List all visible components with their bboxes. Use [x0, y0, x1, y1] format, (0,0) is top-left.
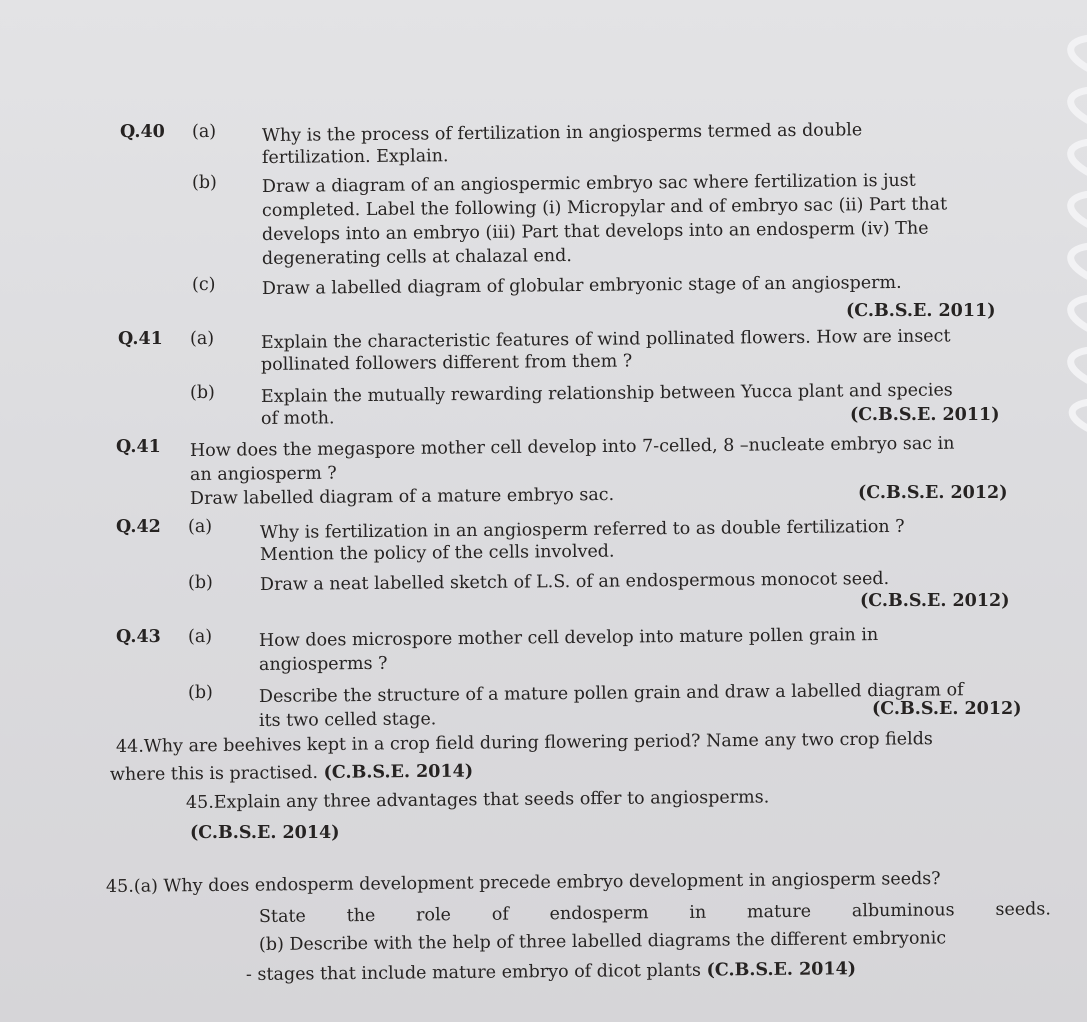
- q41a-b-label: (b): [190, 383, 215, 403]
- q43-source: (C.B.S.E. 2012): [872, 699, 1022, 719]
- q42-a-line1: Why is fertilization in an angiosperm referred to as double fertilization ?: [259, 516, 905, 543]
- q40-b-line4: degenerating cells at chalazal end.: [261, 246, 572, 269]
- q41b-source: (C.B.S.E. 2012): [858, 483, 1008, 503]
- q43-a-label: (a): [188, 627, 213, 647]
- q45-line1: 45.Explain any three advantages that seeds offer to angiosperms.: [185, 787, 770, 813]
- q40-c-label: (c): [192, 275, 216, 295]
- q40-b-line2: completed. Label the following (i) Micropylar and of embryo sac (ii) Part that: [261, 194, 948, 221]
- q44-line2: [110, 761, 473, 786]
- q45b-word: albuminous: [851, 900, 955, 922]
- q41b-number: Q.41: [116, 437, 161, 457]
- q45b-word: of: [491, 904, 509, 925]
- q45b-bullet: -: [245, 964, 253, 985]
- q43-b-line1: Describe the structure of a mature pollen grain and draw a labelled diagram of: [258, 680, 964, 707]
- q42-b-label: (b): [188, 573, 213, 593]
- q42-a-label: (a): [188, 517, 213, 537]
- q40-a-line2: fertilization. Explain.: [261, 146, 449, 168]
- q45b-word: role: [416, 905, 452, 926]
- q44-text: where this is practised.: [109, 763, 319, 785]
- q45b-word: endosperm: [549, 903, 649, 925]
- q42-number: Q.42: [116, 517, 161, 537]
- q40-b-line3: develops into an embryo (iii) Part that develops into an endosperm (iv) The: [261, 218, 929, 245]
- q40-c-line1: Draw a labelled diagram of globular embryonic stage of an angiosperm.: [261, 272, 902, 299]
- q45b-line4: [246, 958, 856, 986]
- q45b-line1: 45.(a) Why does endosperm development precede embryo development in angiosperm seeds?: [105, 868, 941, 897]
- q40-b-label: (b): [192, 173, 217, 193]
- q43-b-label: (b): [188, 683, 213, 703]
- spiral-binding-icon: [1047, 18, 1087, 438]
- q40-a-line1: Why is the process of fertilization in angiosperms termed as double: [261, 120, 863, 146]
- q44-line1: 44.Why are beehives kept in a crop field during flowering period? Name any two crop fields: [115, 729, 933, 757]
- q45-source: (C.B.S.E. 2014): [190, 823, 340, 843]
- q43-b-line2: its two celled stage.: [258, 709, 437, 731]
- q41a-a-line1: Explain the characteristic features of wind pollinated flowers. How are insect: [260, 326, 951, 353]
- q41a-b-line1: Explain the mutually rewarding relationship between Yucca plant and species: [260, 380, 953, 407]
- q40-source: (C.B.S.E. 2011): [846, 301, 996, 321]
- q45b-word: State: [258, 906, 306, 927]
- q45b-line2: [259, 898, 1051, 928]
- q45b-word: in: [689, 902, 707, 923]
- q41b-line3: Draw labelled diagram of a mature embryo sac.: [189, 484, 615, 509]
- q45b-line4-text: stages that include mature embryo of dicot plants: [257, 960, 702, 985]
- q43-number: Q.43: [116, 627, 161, 647]
- q40-b-line1: Draw a diagram of an angiospermic embryo sac where fertilization is just: [261, 170, 916, 197]
- q41a-a-line2: pollinated followers different from them ?: [260, 351, 633, 375]
- q45b-line3: (b) Describe with the help of three labelled diagrams the different embryonic: [258, 928, 947, 955]
- q40-number: Q.40: [120, 122, 165, 142]
- q42-b-line1: Draw a neat labelled sketch of L.S. of an endospermous monocot seed.: [259, 568, 890, 595]
- q45b-source: (C.B.S.E. 2014): [706, 959, 857, 981]
- q41a-source: (C.B.S.E. 2011): [850, 405, 1000, 425]
- q45b-word: mature: [746, 901, 812, 923]
- q40-a-label: (a): [192, 122, 217, 142]
- q41b-line2: an angiosperm ?: [189, 463, 337, 485]
- q41a-a-label: (a): [190, 329, 215, 349]
- q41b-line1: How does the megaspore mother cell develop into 7-celled, 8 –nucleate embryo sac in: [189, 433, 955, 461]
- q42-a-line2: Mention the policy of the cells involved.: [259, 541, 615, 565]
- q41a-number: Q.41: [118, 329, 163, 349]
- q42-source: (C.B.S.E. 2012): [860, 591, 1010, 611]
- q45b-word: the: [346, 905, 376, 927]
- q41a-b-line2: of moth.: [260, 408, 335, 429]
- q43-a-line2: angiosperms ?: [258, 653, 388, 675]
- q44-source: (C.B.S.E. 2014): [323, 761, 474, 783]
- q43-a-line1: How does microspore mother cell develop into mature pollen grain in: [258, 625, 879, 651]
- q45b-word: seeds.: [995, 899, 1051, 920]
